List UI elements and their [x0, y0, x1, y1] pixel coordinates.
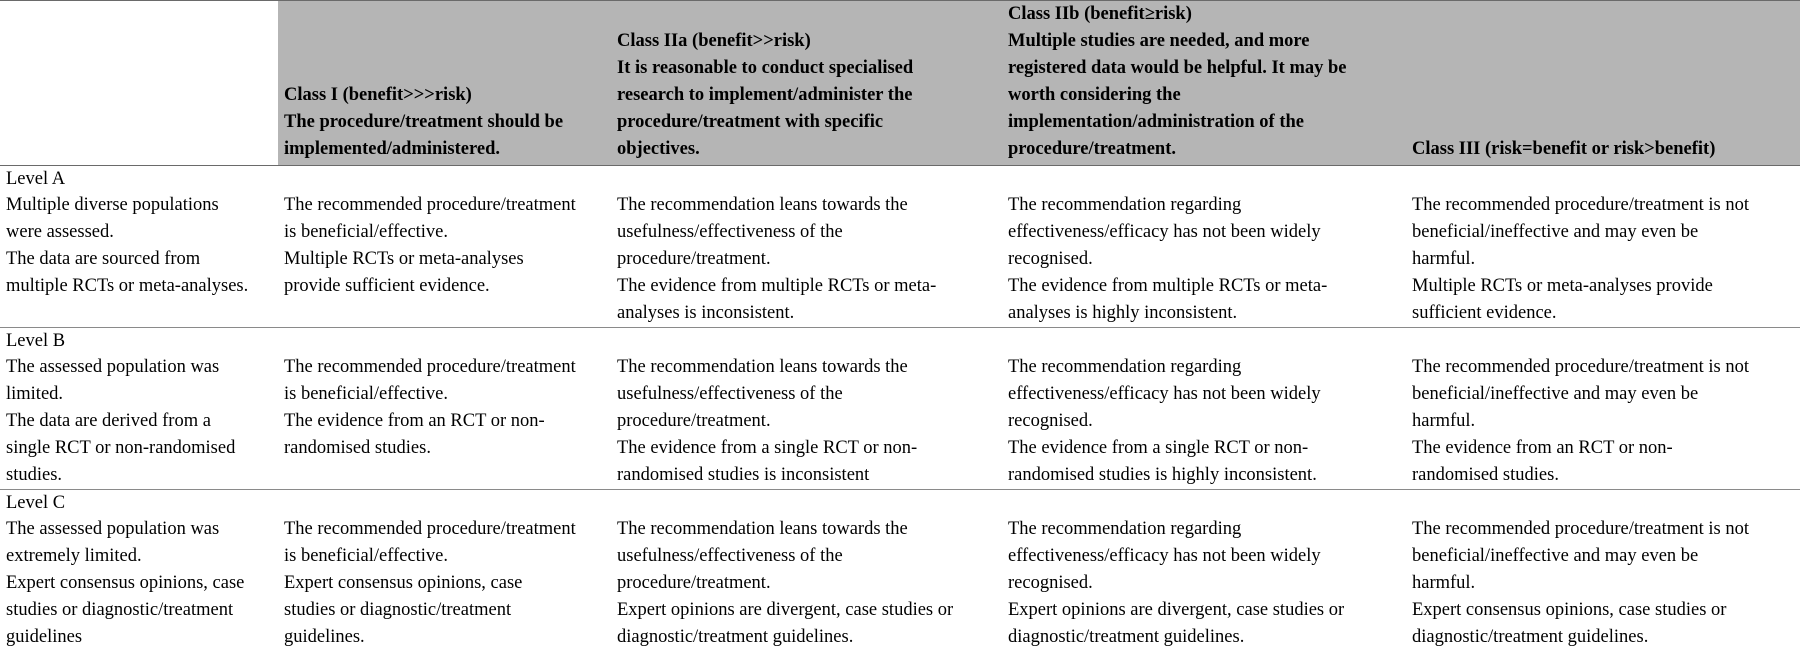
level-b-label: Level B — [0, 328, 1800, 355]
level-a-class-iib-cell — [1002, 192, 1406, 328]
level-b-evidence-description-cell — [0, 354, 278, 490]
cell-text-line: The assessed population was — [6, 357, 220, 377]
header-row — [0, 1, 1800, 166]
cell-text-line: guidelines. — [284, 627, 365, 646]
cell-text-line: harmful. — [1412, 411, 1476, 431]
header-blank-cell — [0, 1, 278, 166]
cell-text-line: harmful. — [1412, 249, 1476, 269]
level-b-class-iia-cell — [611, 354, 1002, 490]
cell-text-line: beneficial/ineffective and may even be — [1412, 546, 1699, 566]
table-header — [0, 1, 1800, 166]
cell-text-line: The recommendation leans towards the — [617, 519, 908, 539]
cell-text-line: The recommendation regarding — [1008, 357, 1242, 377]
cell-text-line: multiple RCTs or meta-analyses. — [6, 276, 249, 296]
cell-text-line: randomised studies is highly inconsistent. — [1008, 465, 1317, 485]
cell-text-line: diagnostic/treatment guidelines. — [1008, 627, 1245, 646]
cell-text-line: sufficient evidence. — [1412, 303, 1557, 323]
cell-text-line: effectiveness/efficacy has not been widely — [1008, 384, 1321, 404]
class-iib-line: procedure/treatment. — [1008, 139, 1176, 159]
class-iia-title: Class IIa (benefit>>risk) — [617, 31, 811, 51]
cell-text-line: studies. — [6, 465, 63, 485]
cell-text-line: The data are derived from a — [6, 411, 211, 431]
cell-text-line: recognised. — [1008, 573, 1093, 593]
cell-text-line: recognised. — [1008, 249, 1093, 269]
level-a-label: Level A — [6, 169, 66, 189]
cell-text-line: The recommended procedure/treatment is not — [1412, 357, 1749, 377]
cell-text-line: recognised. — [1008, 411, 1093, 431]
cell-text-line: Multiple RCTs or meta-analyses provide — [1412, 276, 1713, 296]
cell-text-line: limited. — [6, 384, 64, 404]
level-a-label-row — [0, 166, 1800, 193]
cell-text-line: The evidence from multiple RCTs or meta- — [1008, 276, 1328, 296]
header-class-iii — [1406, 1, 1800, 166]
cell-text-line: The recommended procedure/treatment — [284, 195, 576, 215]
header-class-iia — [611, 1, 1002, 166]
cell-text-line: Expert consensus opinions, case studies or — [1412, 600, 1727, 620]
level-b-class-iii-cell — [1406, 354, 1800, 490]
cell-text-line: The recommended procedure/treatment — [284, 519, 576, 539]
cell-text-line: randomised studies is inconsistent — [617, 465, 870, 485]
level-c-class-iib-cell — [1002, 516, 1406, 646]
cell-text-line: usefulness/effectiveness of the — [617, 222, 843, 242]
cell-text-line: guidelines — [6, 627, 83, 646]
cell-text-line: The recommended procedure/treatment is not — [1412, 195, 1749, 215]
class-iii-title: Class III (risk=benefit or risk>benefit) — [1412, 139, 1716, 159]
cell-text-line: The recommended procedure/treatment — [284, 357, 576, 377]
cell-text-line: Expert opinions are divergent, case studies or — [1008, 600, 1345, 620]
class-iib-line: worth considering the — [1008, 85, 1181, 105]
cell-text-line: The recommendation regarding — [1008, 519, 1242, 539]
level-b-label-row — [0, 328, 1800, 355]
cell-text-line: is beneficial/effective. — [284, 384, 449, 404]
cell-text-line: studies or diagnostic/treatment — [284, 600, 512, 620]
class-iia-line: research to implement/administer the — [617, 85, 913, 105]
cell-text-line: The evidence from an RCT or non- — [1412, 438, 1673, 458]
class-i-line: The procedure/treatment should be — [284, 112, 564, 132]
level-c-label: Level C — [0, 490, 1800, 517]
cell-text-line: randomised studies. — [1412, 465, 1559, 485]
level-c-class-i-cell — [278, 516, 611, 646]
cell-text-line: is beneficial/effective. — [284, 222, 449, 242]
cell-text-line: beneficial/ineffective and may even be — [1412, 222, 1699, 242]
cell-text-line: The assessed population was — [6, 519, 220, 539]
cell-text-line: Expert consensus opinions, case — [284, 573, 523, 593]
cell-text-line: provide sufficient evidence. — [284, 276, 490, 296]
class-iib-line: registered data would be helpful. It may be — [1008, 58, 1347, 78]
cell-text-line: is beneficial/effective. — [284, 546, 449, 566]
cell-text-line: The evidence from a single RCT or non- — [617, 438, 918, 458]
cell-text-line: randomised studies. — [284, 438, 431, 458]
cell-text-line: The evidence from an RCT or non- — [284, 411, 545, 431]
level-b-class-iib-cell — [1002, 354, 1406, 490]
cell-text-line: The recommended procedure/treatment is not — [1412, 519, 1749, 539]
cell-text-line: extremely limited. — [6, 546, 142, 566]
level-c-evidence-description-cell — [0, 516, 278, 646]
cell-text-line: procedure/treatment. — [617, 573, 771, 593]
level-b-content-row — [0, 354, 1800, 490]
cell-text-line: The recommendation regarding — [1008, 195, 1242, 215]
cell-text-line: The recommendation leans towards the — [617, 357, 908, 377]
table-body — [0, 166, 1800, 646]
cell-text-line: The evidence from multiple RCTs or meta- — [617, 276, 937, 296]
cell-text-line: procedure/treatment. — [617, 249, 771, 269]
cell-text-line: single RCT or non-randomised — [6, 438, 236, 458]
level-a-evidence-description-cell — [0, 192, 278, 328]
level-a-class-iii-cell — [1406, 192, 1800, 328]
cell-text-line: procedure/treatment. — [617, 411, 771, 431]
class-i-line: implemented/administered. — [284, 139, 500, 159]
cell-text-line: The evidence from a single RCT or non- — [1008, 438, 1309, 458]
header-class-iib — [1002, 1, 1406, 166]
cell-text-line: Multiple RCTs or meta-analyses — [284, 249, 524, 269]
level-c-class-iia-cell — [611, 516, 1002, 646]
cell-text-line: Expert consensus opinions, case — [6, 573, 245, 593]
class-iib-title: Class IIb (benefit≥risk) — [1008, 4, 1192, 24]
cell-text-line: diagnostic/treatment guidelines. — [617, 627, 854, 646]
cell-text-line: effectiveness/efficacy has not been widely — [1008, 546, 1321, 566]
class-iib-line: implementation/administration of the — [1008, 112, 1304, 132]
level-b-class-i-cell — [278, 354, 611, 490]
cell-text-line: usefulness/effectiveness of the — [617, 384, 843, 404]
class-iia-line: objectives. — [617, 139, 700, 159]
level-a-content-row — [0, 192, 1800, 328]
cell-text-line: effectiveness/efficacy has not been widely — [1008, 222, 1321, 242]
level-a-class-i-cell — [278, 192, 611, 328]
cell-text-line: studies or diagnostic/treatment — [6, 600, 234, 620]
cell-text-line: harmful. — [1412, 573, 1476, 593]
cell-text-line: analyses is highly inconsistent. — [1008, 303, 1238, 323]
level-c-label-row — [0, 490, 1800, 517]
class-i-title: Class I (benefit>>>risk) — [284, 85, 472, 105]
cell-text-line: beneficial/ineffective and may even be — [1412, 384, 1699, 404]
cell-text-line: Expert opinions are divergent, case studies or — [617, 600, 954, 620]
cell-text-line: The data are sourced from — [6, 249, 201, 269]
level-c-content-row — [0, 516, 1800, 646]
level-c-class-iii-cell — [1406, 516, 1800, 646]
header-class-i — [278, 1, 611, 166]
cell-text-line: usefulness/effectiveness of the — [617, 546, 843, 566]
level-a-class-iia-cell — [611, 192, 1002, 328]
cell-text-line: analyses is inconsistent. — [617, 303, 795, 323]
class-iia-line: procedure/treatment with specific — [617, 112, 884, 132]
cell-text-line: The recommendation leans towards the — [617, 195, 908, 215]
cell-text-line: diagnostic/treatment guidelines. — [1412, 627, 1649, 646]
class-iia-line: It is reasonable to conduct specialised — [617, 58, 914, 78]
class-iib-line: Multiple studies are needed, and more — [1008, 31, 1310, 51]
cell-text-line: were assessed. — [6, 222, 114, 242]
cell-text-line: Multiple diverse populations — [6, 195, 219, 215]
